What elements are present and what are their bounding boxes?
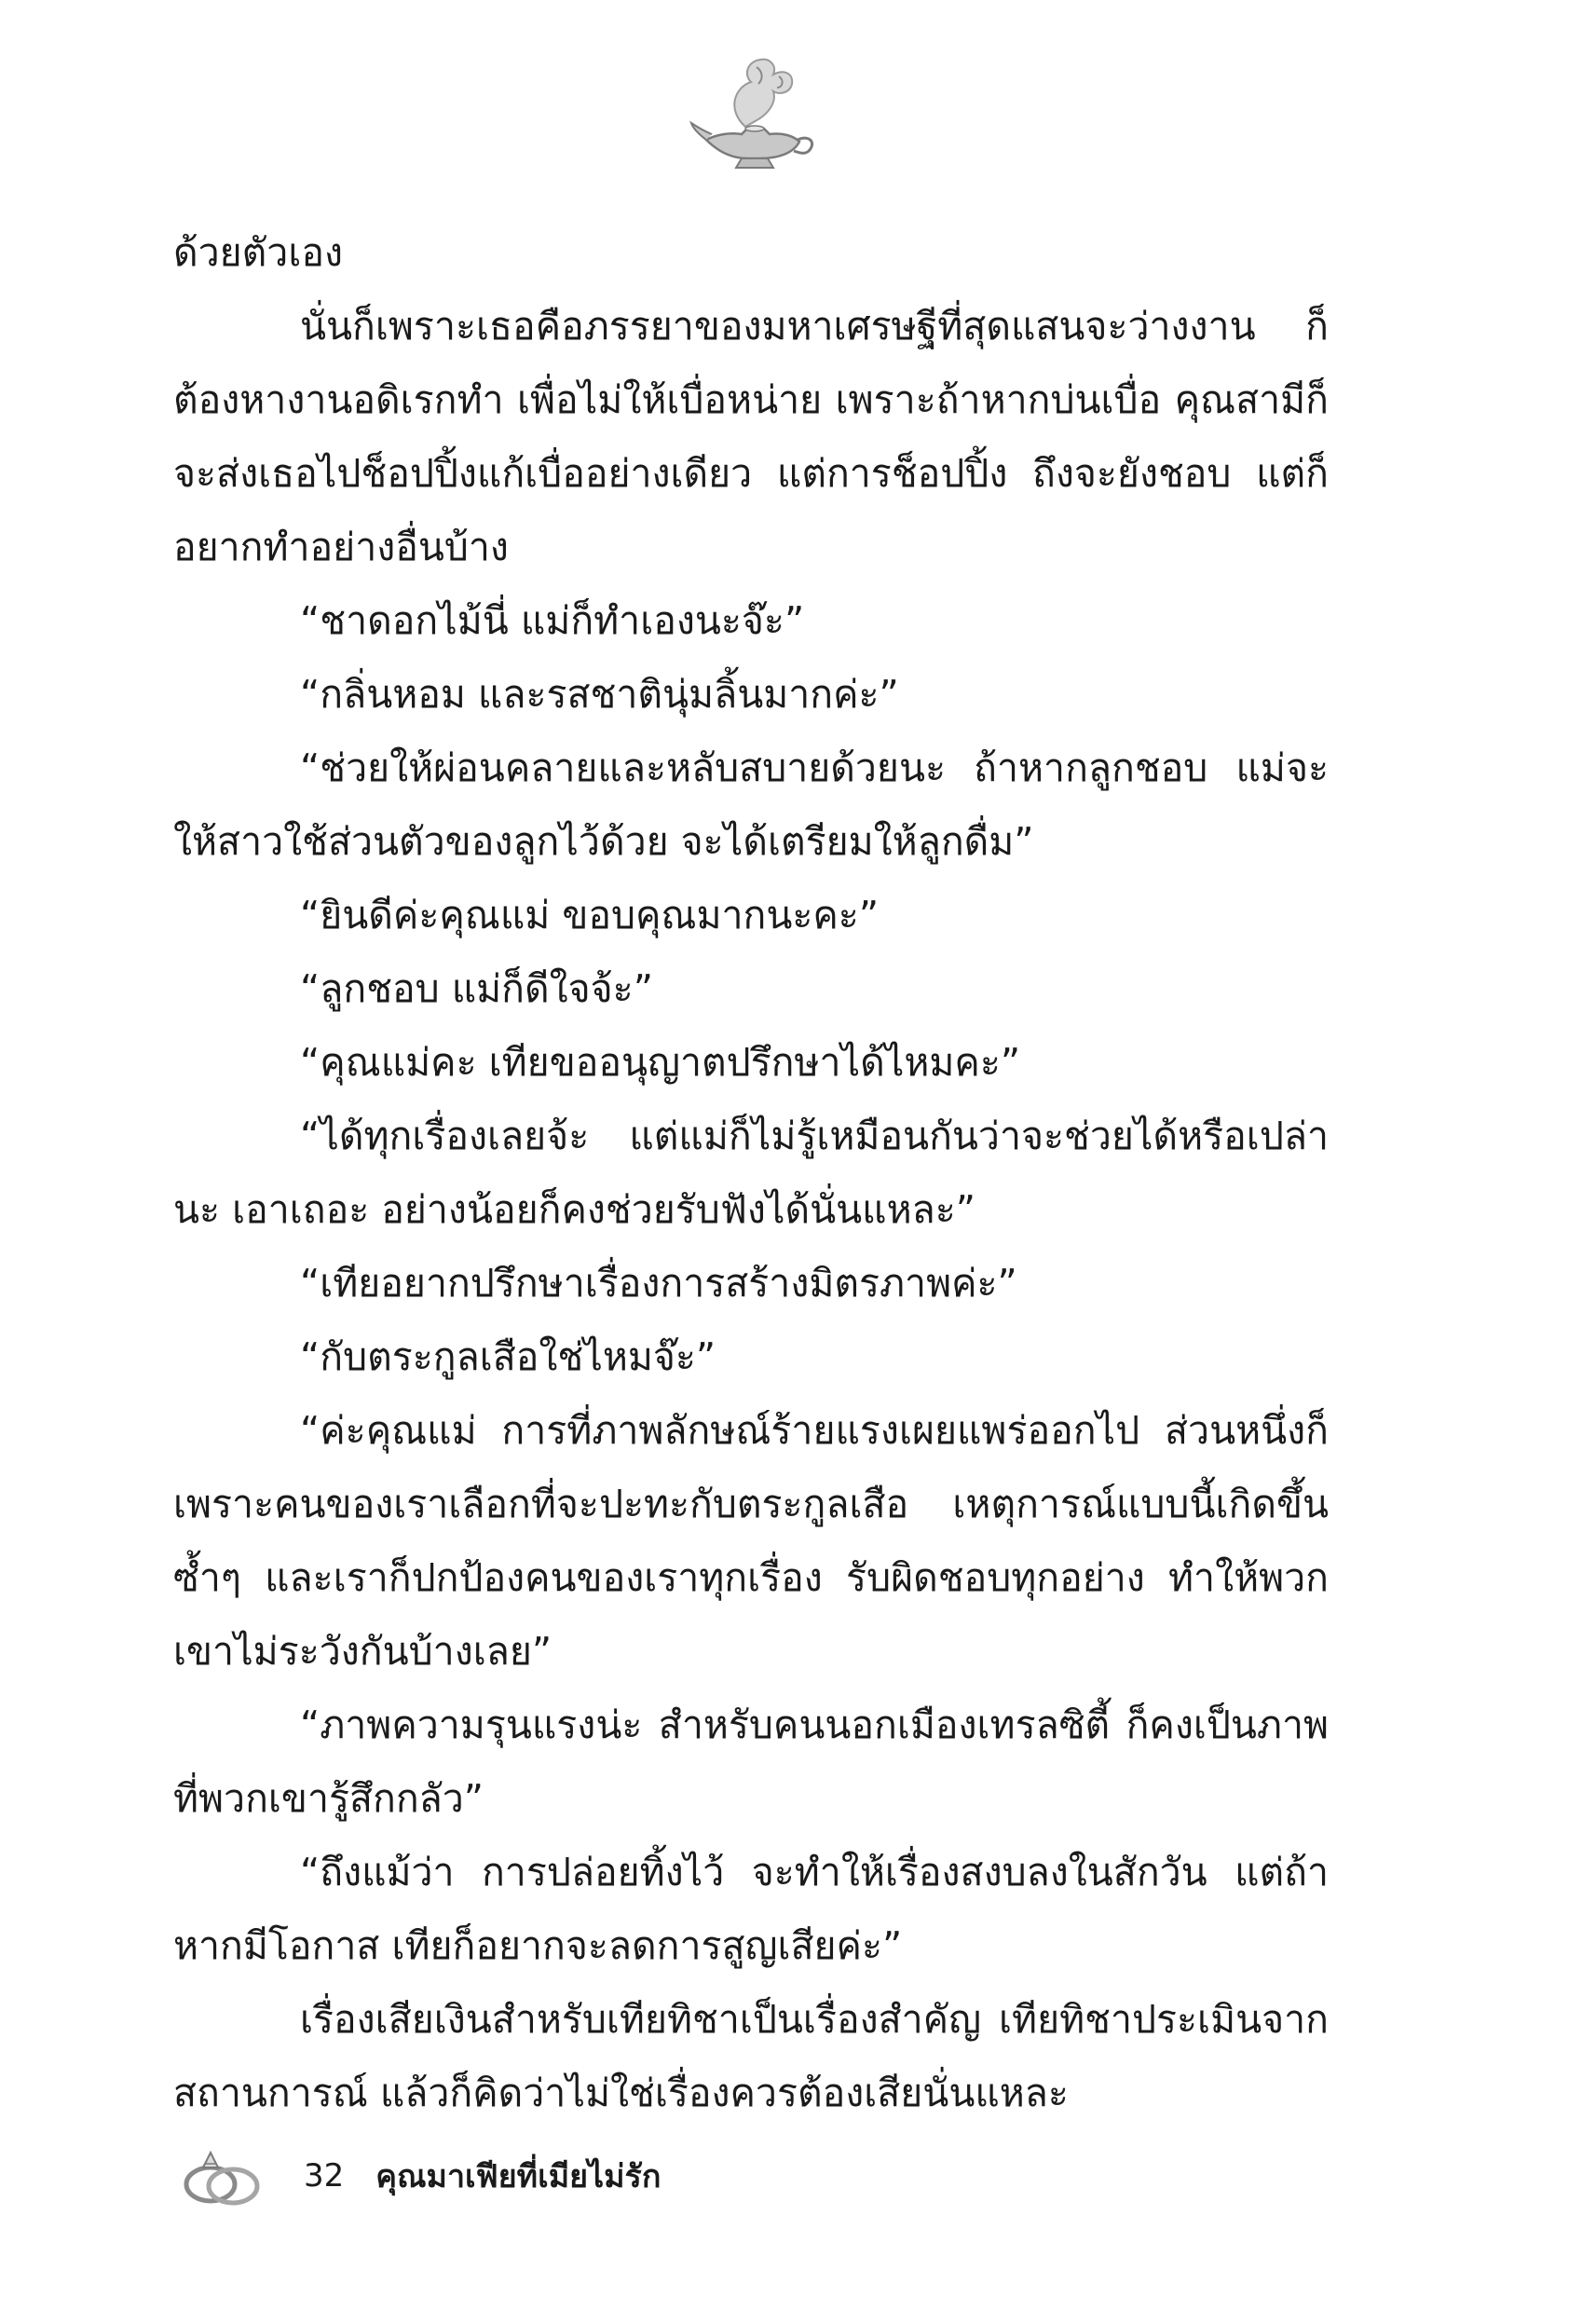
body-text [173,216,1329,2130]
book-title: คุณมาเฟียที่เมียไม่รัก [375,2158,662,2195]
paragraph: “ถึงแม้ว่า การปล่อยทิ้งไว้ จะทำให้เรื่องสงบลงในสักวัน แต่ถ้าหากมีโอกาส เทียก็อยากจะลดการสูญเสียค่ะ” [173,1850,1329,1968]
paragraph: “ยินดีค่ะคุณแม่ ขอบคุณมากนะคะ” [300,893,880,937]
paragraph: “ช่วยให้ผ่อนคลายและหลับสบายด้วยนะ ถ้าหากลูกชอบ แม่จะให้สาวใช้ส่วนตัวของลูกไว้ด้วย จะได้เตรียมให้ลูกดื่ม” [173,745,1329,864]
paragraph: “คุณแม่คะ เทียขออนุญาตปรึกษาได้ไหมคะ” [300,1040,1021,1085]
paragraph: “เทียอยากปรึกษาเรื่องการสร้างมิตรภาพค่ะ” [300,1261,1017,1306]
paragraph: “กับตระกูลเสือใช่ไหมจ๊ะ” [300,1334,716,1379]
paragraph: นั่นก็เพราะเธอคือภรรยาของมหาเศรษฐีที่สุดแสนจะว่างงาน ก็ต้องหางานอดิเรกทำ เพื่อไม่ให้เบื่อหน่าย เพราะถ้าหากบ่นเบื่อ คุณสามีก็จะส่งเธอไปช็อปปิ้งแก้เบื่ออย่างเดียว แต่การช็อปปิ้ง ถึงจะยังชอบ แต่ก็อยากทำอย่างอื่นบ้าง [173,304,1329,569]
paragraph: “ชาดอกไม้นี่ แม่ก็ทำเองนะจ๊ะ” [300,598,805,643]
paragraph: ด้วยตัวเอง [173,230,343,275]
paragraph: “ภาพความรุนแรงน่ะ สำหรับคนนอกเมืองเทรลซิตี้ ก็คงเป็นภาพที่พวกเขารู้สึกกลัว” [173,1702,1329,1821]
paragraph: “ได้ทุกเรื่องเลยจ้ะ แต่แม่ก็ไม่รู้เหมือนกันว่าจะช่วยได้หรือเปล่านะ เอาเถอะ อย่างน้อยก็คงช่วยรับฟังได้นั่นแหละ” [173,1114,1329,1232]
paragraph: “ค่ะคุณแม่ การที่ภาพลักษณ์ร้ายแรงเผยแพร่ออกไป ส่วนหนึ่งก็เพราะคนของเราเลือกที่จะปะทะกับตระกูลเสือ เหตุการณ์แบบนี้เกิดขึ้นซ้ำๆ และเราก็ปกป้องคนของเราทุกเรื่อง รับผิดชอบทุกอย่าง ทำให้พวกเขาไม่ระวังกันบ้างเลย” [173,1408,1329,1674]
paragraph: เรื่องเสียเงินสำหรับเทียทิชาเป็นเรื่องสำคัญ เทียทิชาประเมินจากสถานการณ์ แล้วก็คิดว่าไม่ใช่เรื่องควรต้องเสียนั่นแหละ [173,1997,1329,2115]
page-footer [177,2143,1016,2208]
page-number: 32 [304,2157,345,2195]
rings-icon [177,2143,266,2208]
genie-lamp-icon [689,54,820,175]
paragraph: “กลิ่นหอม และรสชาตินุ่มลิ้นมากค่ะ” [300,672,899,717]
paragraph: “ลูกชอบ แม่ก็ดีใจจ้ะ” [300,966,653,1011]
